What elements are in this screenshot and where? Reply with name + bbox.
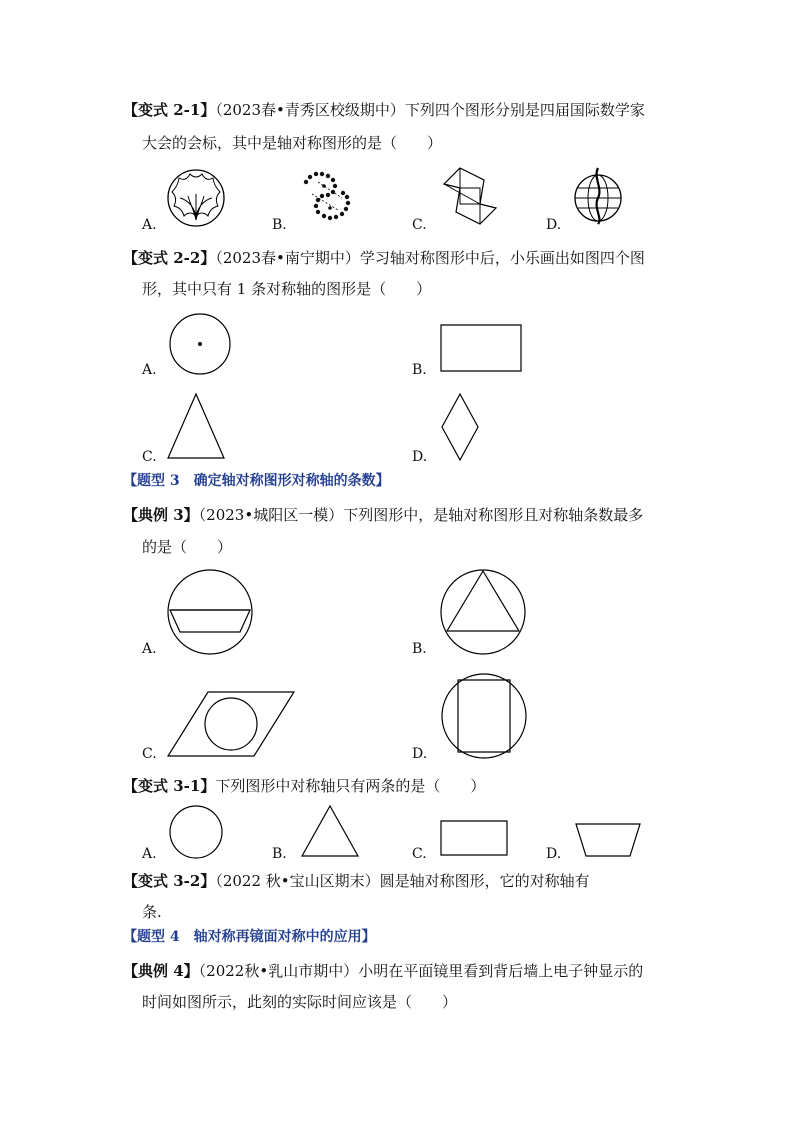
option-label-b: B. — [412, 641, 427, 657]
question-tag: 【变式 3-1】 — [123, 777, 216, 795]
option-label-c: C. — [142, 449, 157, 465]
option-label-a: A. — [142, 846, 157, 862]
question-v21-line2: 大会的会标，其中是轴对称图形的是（ ） — [142, 134, 443, 152]
figure-equilateral-triangle — [300, 804, 360, 858]
option-label-d: D. — [546, 846, 562, 862]
question-text: （2022 秋•宝山区期末）圆是轴对称图形，它的对称轴有 — [215, 872, 590, 890]
question-v32-line2: 条. — [142, 903, 162, 921]
figure-circle-rectangle — [440, 672, 528, 760]
question-ex4-line1 — [123, 961, 643, 981]
option-label-a: A. — [142, 217, 157, 233]
section-heading-type4: 【题型 4 轴对称再镜面对称中的应用】 — [123, 929, 376, 945]
figure-circle-with-center — [168, 312, 232, 376]
question-ex3-line2: 的是（ ） — [142, 538, 233, 556]
figure-rectangle — [440, 820, 508, 858]
figure-circle-trapezoid — [166, 568, 254, 656]
option-label-d: D. — [546, 217, 562, 233]
question-tag: 【典例 3】 — [123, 506, 199, 524]
figure-logo-b — [298, 168, 356, 226]
figure-isosceles-triangle — [166, 392, 226, 460]
option-label-b: B. — [412, 362, 427, 378]
figure-logo-a — [166, 168, 226, 228]
question-text: （2022秋•乳山市期中）小明在平面镜里看到背后墙上电子钟显示的 — [198, 962, 644, 980]
question-text: 下列图形中对称轴只有两条的是（ ） — [215, 777, 486, 795]
question-ex3-line1 — [123, 505, 643, 525]
question-v22-line1 — [123, 248, 645, 268]
question-text: （2023•城阳区一模）下列图形中，是轴对称图形且对称轴条数最多 — [198, 506, 644, 524]
question-text: （2023春•青秀区校级期中）下列四个图形分别是四届国际数学家 — [215, 101, 645, 119]
question-v31-line1 — [123, 776, 485, 796]
option-label-d: D. — [412, 746, 428, 762]
option-label-c: C. — [142, 746, 157, 762]
question-tag: 【典例 4】 — [123, 962, 199, 980]
figure-circle-triangle — [439, 568, 527, 656]
option-label-b: B. — [272, 846, 287, 862]
option-label-c: C. — [412, 846, 427, 862]
question-v21-line1 — [123, 100, 645, 120]
option-label-b: B. — [272, 217, 287, 233]
option-label-d: D. — [412, 449, 428, 465]
question-text: （2023春•南宁期中）学习轴对称图形中后，小乐画出如图四个图 — [215, 249, 645, 267]
question-tag: 【变式 3-2】 — [123, 872, 216, 890]
question-tag: 【变式 2-2】 — [123, 249, 216, 267]
question-ex4-line2: 时间如图所示，此刻的实际时间应该是（ ） — [142, 993, 458, 1011]
figure-rhombus — [440, 392, 480, 462]
option-label-c: C. — [412, 217, 427, 233]
figure-logo-d — [571, 166, 625, 226]
question-v32-line1 — [123, 871, 590, 891]
question-v22-line2: 形，其中只有 1 条对称轴的图形是（ ） — [142, 280, 432, 298]
figure-isosceles-trapezoid — [574, 822, 642, 858]
figure-logo-c — [440, 168, 500, 228]
section-heading-type3: 【题型 3 确定轴对称图形对称轴的条数】 — [123, 473, 390, 489]
figure-circle — [168, 804, 224, 860]
figure-parallelogram-circle — [166, 690, 296, 758]
option-label-a: A. — [142, 641, 157, 657]
option-label-a: A. — [142, 362, 157, 378]
figure-rectangle — [440, 324, 522, 374]
question-tag: 【变式 2-1】 — [123, 101, 216, 119]
